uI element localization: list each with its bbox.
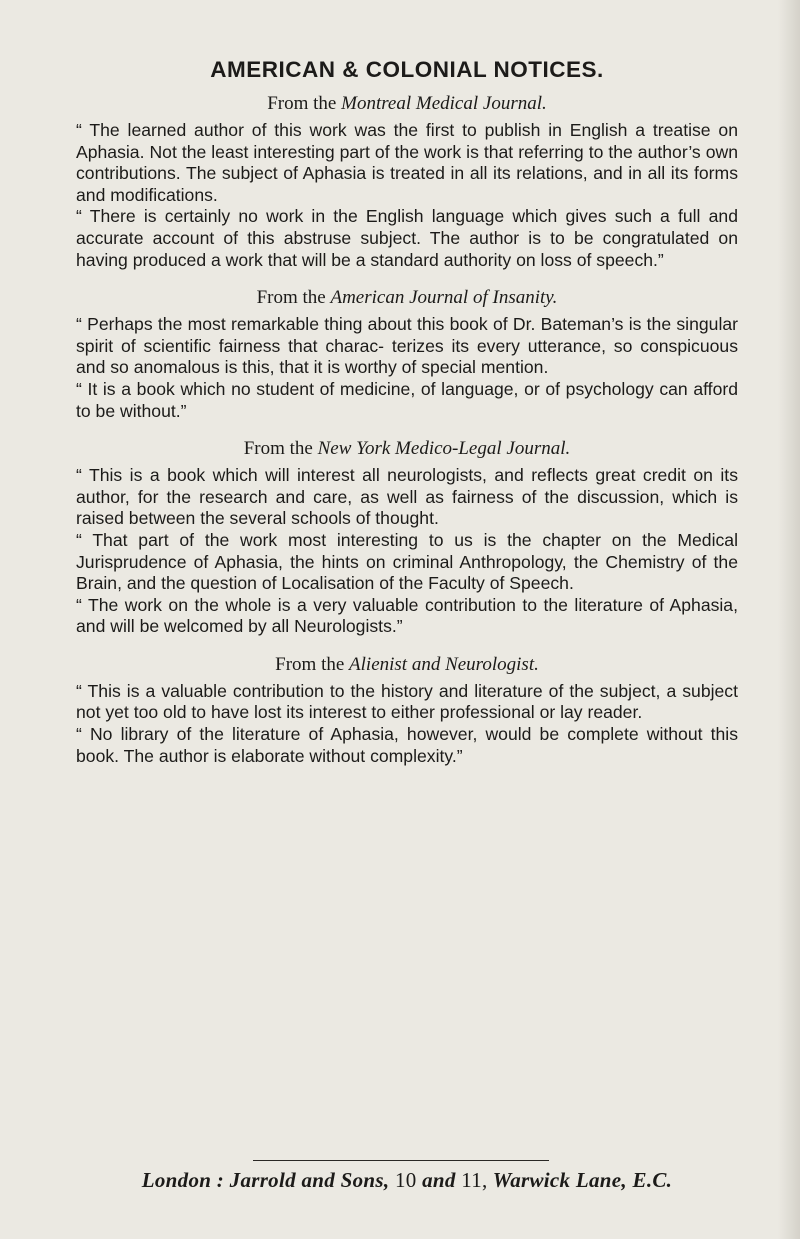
notice-paragraph: “ This is a valuable contribution to the history and literature of the subject, a subject not yet too old to have lost its interest to either professional or lay reader. xyxy=(76,680,738,723)
notice-source xyxy=(76,92,738,116)
notice-american-journal-of-insanity xyxy=(76,286,738,422)
notice-paragraph: “ There is certainly no work in the English language which gives such a full and accurate account of this abstruse subject. The author is to be congratulated on having produced a work that will be a standard authority on loss of speech.” xyxy=(76,206,738,270)
imprint-number-1: 10 xyxy=(394,1168,417,1192)
notice-paragraph: “ The work on the whole is a very valuable contribution to the literature of Aphasia, and will be welcomed by all Neurologists.” xyxy=(76,594,738,637)
journal-name: American Journal of Insanity. xyxy=(330,287,558,309)
notice-new-york-medico-legal xyxy=(76,437,738,638)
notice-source xyxy=(76,653,738,677)
notice-paragraph: “ It is a book which no student of medicine, of language, or of psychology can afford to be without.” xyxy=(76,378,738,421)
imprint-publisher: Jarrold and Sons, xyxy=(229,1168,395,1192)
source-prefix: From the xyxy=(256,287,331,309)
journal-name: New York Medico-Legal Journal. xyxy=(317,438,571,460)
imprint-address: Warwick Lane, E.C. xyxy=(487,1168,673,1192)
footer-rule xyxy=(253,1160,549,1161)
notice-montreal xyxy=(76,92,738,271)
source-prefix: From the xyxy=(275,653,350,675)
publisher-imprint xyxy=(76,1168,738,1193)
notice-paragraph: “ No library of the literature of Aphasia, however, would be complete without this book. The author is elaborate without complexity.” xyxy=(76,724,738,766)
notice-alienist-and-neurologist xyxy=(76,653,738,767)
notice-paragraph: “ This is a book which will interest all neurologists, and reflects great credit on its author, for the research and care, as well as fairness of the discussion, which is raised between the several schools of thought. xyxy=(76,465,738,529)
notice-source xyxy=(76,437,738,461)
imprint-number-2: 11, xyxy=(461,1168,488,1192)
source-prefix: From the xyxy=(267,93,342,114)
notice-paragraph: “ That part of the work most interesting to us is the chapter on the Medical Jurisprudence of Aphasia, the hints on criminal Anthropology, the Chemistry of the Brain, and the question of Localisation of the Faculty of Speech. xyxy=(76,529,738,594)
page-heading: AMERICAN & COLONIAL NOTICES. xyxy=(210,57,604,82)
page-content xyxy=(76,56,738,782)
journal-name: Alienist and Neurologist. xyxy=(349,653,539,675)
notice-source xyxy=(76,286,738,310)
imprint-city: London : xyxy=(141,1168,230,1192)
notice-paragraph: “ Perhaps the most remarkable thing about this book of Dr. Bateman’s is the singular spirit of scientific fairness that charac- terizes its every utterance, so conspicuous and so anomalous is this, that it is worthy of special mention. xyxy=(76,314,738,378)
source-prefix: From the xyxy=(243,438,318,460)
notice-paragraph: “ The learned author of this work was the first to publish in English a treatise on Aphasia. Not the least interesting part of the work is that referring to the author’s own contributions. The subject of Aphasia is treated in all its relations, and in all its forms and modifications. xyxy=(76,120,738,205)
page-edge-shadow xyxy=(778,0,800,1239)
imprint-and: and xyxy=(416,1168,462,1192)
journal-name: Montreal Medical Journal. xyxy=(341,93,547,114)
